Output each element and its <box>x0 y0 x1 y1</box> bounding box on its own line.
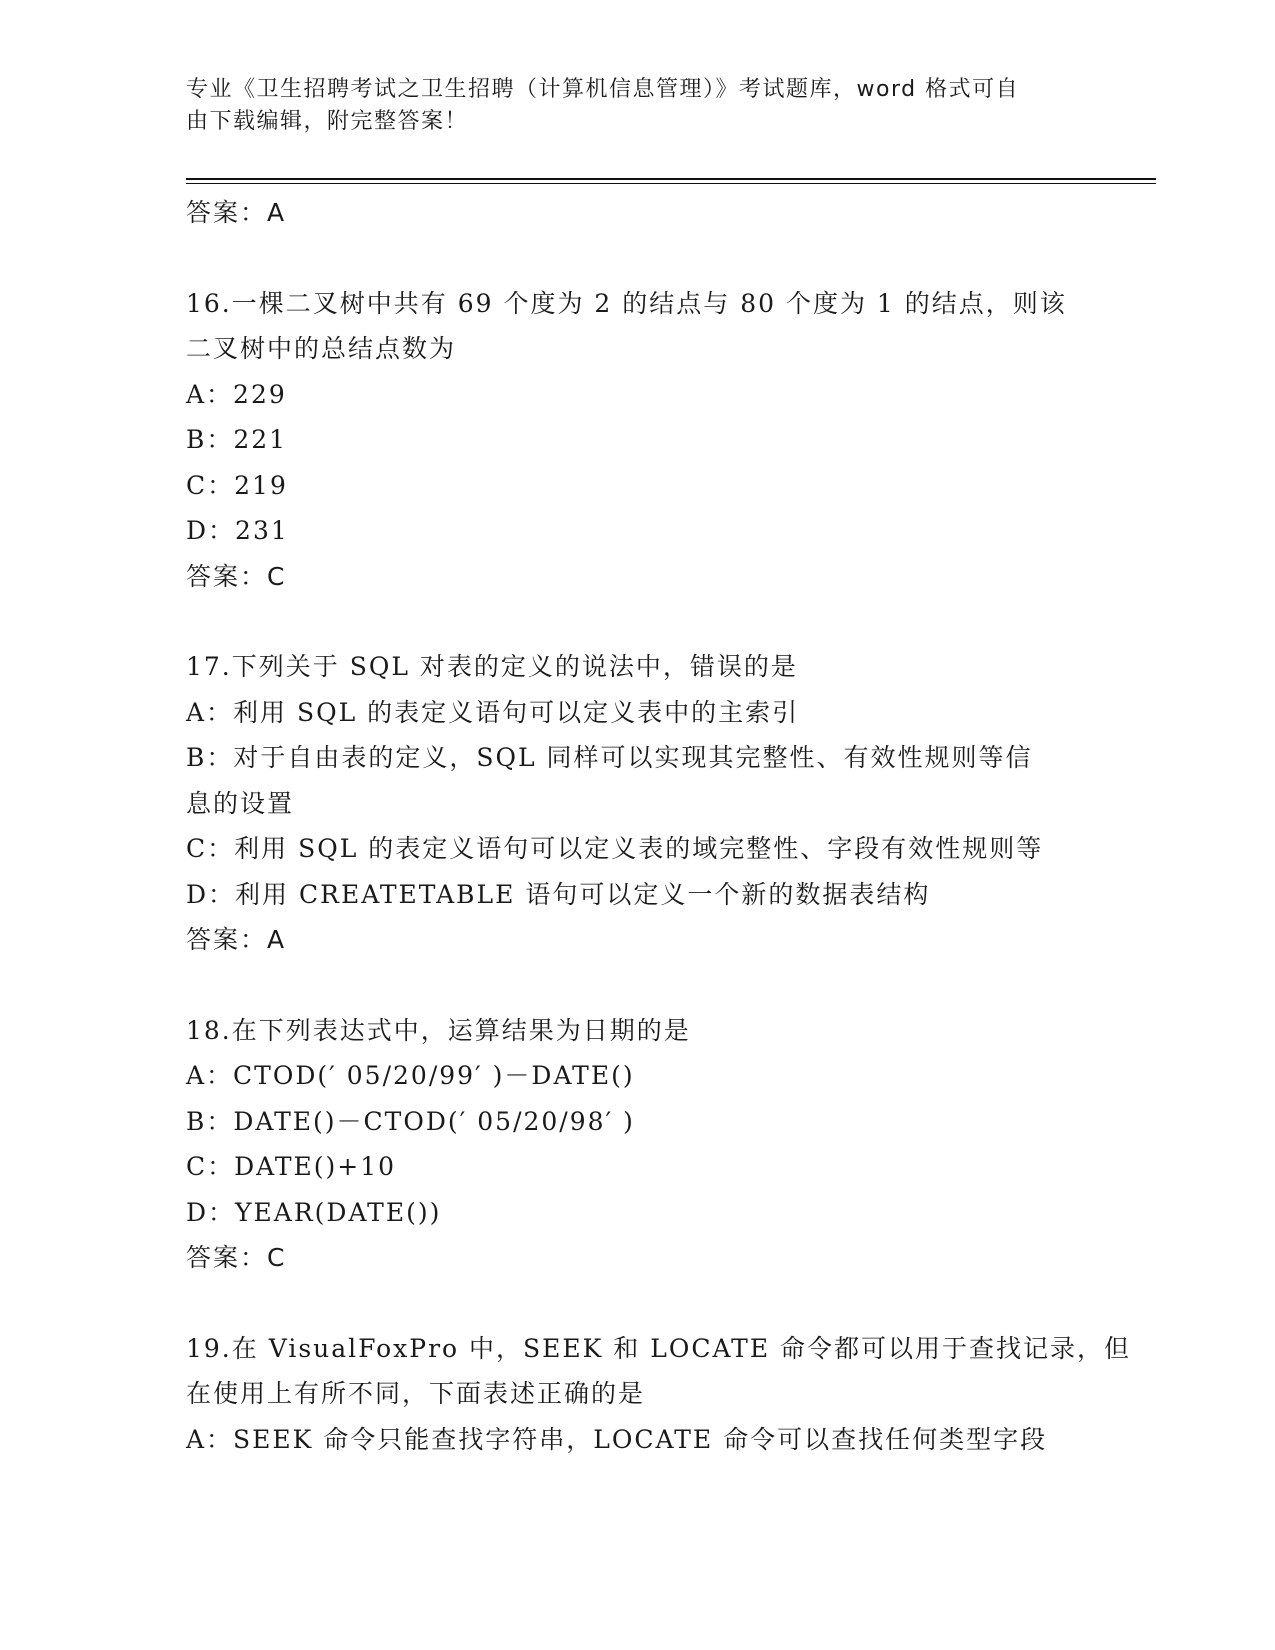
header-rule-thick <box>186 178 1156 180</box>
question-list <box>186 190 1132 1462</box>
answer-line: 答案：C <box>186 561 287 591</box>
option-a: A：CTOD(′ 05/20/99′ )－DATE() <box>186 1061 635 1090</box>
question-stem: 二叉树中的总结点数为 <box>186 334 457 363</box>
option-d: D：231 <box>186 516 289 545</box>
question-19 <box>186 1326 1132 1463</box>
spacer <box>186 1281 1086 1326</box>
question-stem: 17.下列关于 SQL 对表的定义的说法中，错误的是 <box>186 652 798 681</box>
option-c: C：219 <box>186 470 288 500</box>
spacer <box>186 599 1086 644</box>
document-header <box>186 74 1066 138</box>
option-c: C：利用 SQL 的表定义语句可以定义表的域完整性、字段有效性规则等 <box>186 834 1044 863</box>
option-a: A：利用 SQL 的表定义语句可以定义表中的主索引 <box>186 697 800 727</box>
question-stem: 19.在 VisualFoxPro 中，SEEK 和 LOCATE 命令都可以用于查找记录，但 <box>186 1333 1132 1363</box>
question-17 <box>186 644 1086 963</box>
option-d: D：YEAR(DATE()) <box>186 1197 442 1227</box>
answer-line: 答案：A <box>186 198 287 227</box>
option-c: C：DATE()+10 <box>186 1152 397 1181</box>
question-18 <box>186 1008 1086 1281</box>
option-b: B：对于自由表的定义，SQL 同样可以实现其完整性、有效性规则等信 <box>186 743 1033 772</box>
spacer <box>186 963 1086 1008</box>
question-stem: 在使用上有所不同，下面表述正确的是 <box>186 1379 646 1408</box>
option-a: A：229 <box>186 379 287 409</box>
question-stem: 18.在下列表达式中，运算结果为日期的是 <box>186 1015 691 1045</box>
option-b: B：221 <box>186 425 288 454</box>
answer-line: 答案：A <box>186 925 287 954</box>
option-d: D：利用 CREATETABLE 语句可以定义一个新的数据表结构 <box>186 879 931 909</box>
header-line-1: 专业《卫生招聘考试之卫生招聘（计算机信息管理）》考试题库，word 格式可自 <box>186 77 1020 102</box>
header-line-2: 由下载编辑，附完整答案！ <box>186 109 469 134</box>
header-rule-thin <box>186 183 1156 184</box>
question-stem: 16.一棵二叉树中共有 69 个度为 2 的结点与 80 个度为 1 的结点，则该 <box>186 288 1067 318</box>
option-b: B：DATE()－CTOD(′ 05/20/98′ ) <box>186 1106 635 1136</box>
option-a: A：SEEK 命令只能查找字符串，LOCATE 命令可以查找任何类型字段 <box>186 1424 1048 1454</box>
option-b-continued: 息的设置 <box>186 788 295 818</box>
question-16 <box>186 281 1086 600</box>
answer-line: 答案：C <box>186 1243 287 1272</box>
spacer <box>186 236 1086 281</box>
